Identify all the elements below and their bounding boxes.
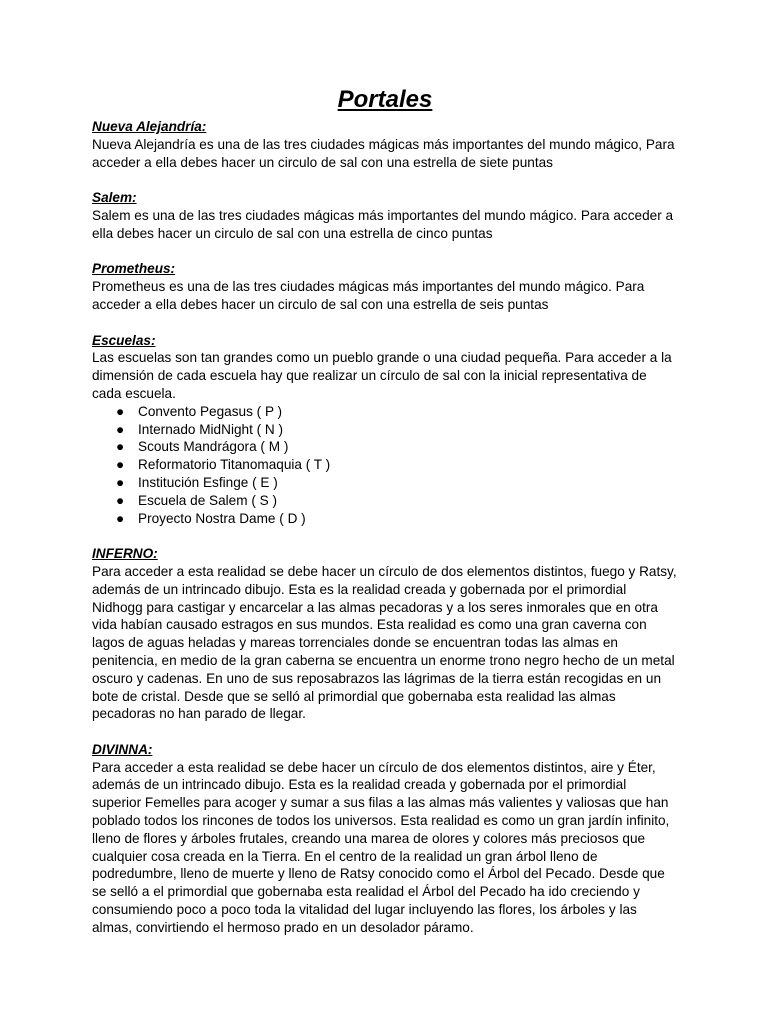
section-heading: Escuelas: <box>92 332 156 348</box>
section-heading: Salem: <box>92 190 137 206</box>
bullet-icon: ● <box>116 474 125 490</box>
section-body: Para acceder a esta realidad se debe hacer un círculo de dos elementos distintos, fuego y Ratsy, además de un intrincado dibujo. Esta es la realidad creada y gobernada por el primordial Nidhogg para castigar y encarcelar a las almas pecadoras y a los seres inmorales que en otra vida habían causado estragos en sus mundos. Esta realidad es como una gran caverna con lagos de aguas heladas y mareas torrenciales donde se encuentran todas las almas en penitencia, en medio de la gran caberna se encuentra un enorme trono negro hecho de un metal oscuro y cadenas. En uno de sus reposabrazos las lágrimas de la tierra están recogidas en un bote de cristal. Desde que se selló al primordial que gobernaba esta realidad las almas pecadoras no han parado de llegar. <box>92 563 677 722</box>
bullet-icon: ● <box>116 439 125 455</box>
section-body: Las escuelas son tan grandes como un pueblo grande o una ciudad pequeña. Para acceder a la dimensión de cada escuela hay que realizar un círculo de sal con la inicial representativa de cada escuela. <box>92 350 672 401</box>
list-item-text: Convento Pegasus ( P ) <box>138 403 283 419</box>
list-item <box>92 403 678 421</box>
list-item <box>92 421 678 439</box>
list-item-text: Institución Esfinge ( E ) <box>138 474 278 490</box>
list-item <box>92 474 678 492</box>
section-heading: Prometheus: <box>92 261 176 277</box>
list-item-text: Escuela de Salem ( S ) <box>138 492 278 508</box>
list-item-text: Reformatorio Titanomaquia ( T ) <box>138 457 331 473</box>
bullet-icon: ● <box>116 403 125 419</box>
list-item <box>92 510 678 528</box>
section-body: Nueva Alejandría es una de las tres ciudades mágicas más importantes del mundo mágico, Para acceder a ella debes hacer un circulo de sal con una estrella de siete puntas <box>92 136 675 170</box>
section-body: Para acceder a esta realidad se debe hacer un círculo de dos elementos distintos, aire y Éter, además de un intrincado dibujo. Esta es la realidad creada y gobernada por el primordial superior Femelles para acoger y sumar a sus filas a las almas más valientes y valiosas que han poblado todos los rincones de todos los universos. Esta realidad es como un gran jardín infinito, lleno de flores y árboles frutales, creando una marea de olores y colores más preciosos que cualquier cosa creada en la Tierra. En el centro de la realidad un gran árbol lleno de podredumbre, lleno de muerte y lleno de Ratsy conocido como el Árbol del Pecado. Desde que se selló a el primordial que gobernaba esta realidad el Árbol del Pecado ha ido creciendo y consumiendo poco a poco toda la vitalidad del lugar incluyendo las flores, los árboles y las almas, convirtiendo el hermoso prado en un desolador páramo. <box>92 759 670 935</box>
bullet-icon: ● <box>116 457 125 473</box>
bullet-icon: ● <box>116 492 125 508</box>
section-heading: INFERNO: <box>92 546 158 562</box>
section-prometheus <box>92 260 678 313</box>
bullet-icon: ● <box>116 421 125 437</box>
section-heading: Nueva Alejandría: <box>92 119 207 134</box>
list-item-text: Internado MidNight ( N ) <box>138 421 284 437</box>
section-body: Prometheus es una de las tres ciudades mágicas más importantes del mundo mágico. Para acceder a ella debes hacer un circulo de sal con una estrella de seis puntas <box>92 279 645 312</box>
list-item <box>92 492 678 510</box>
bullet-icon: ● <box>116 510 125 526</box>
section-heading: DIVINNA: <box>92 741 153 757</box>
school-list <box>92 403 678 528</box>
section-salem <box>92 189 678 242</box>
list-item-text: Scouts Mandrágora ( M ) <box>138 439 289 455</box>
section-nueva-alejandria <box>92 118 678 171</box>
document-page <box>92 84 678 954</box>
list-item-text: Proyecto Nostra Dame ( D ) <box>138 510 306 526</box>
section-inferno <box>92 545 678 723</box>
list-item <box>92 456 678 474</box>
page-title: Portales <box>337 86 433 113</box>
list-item <box>92 438 678 456</box>
section-divinna <box>92 741 678 937</box>
section-escuelas <box>92 332 678 528</box>
section-body: Salem es una de las tres ciudades mágicas más importantes del mundo mágico. Para acceder a ella debes hacer un circulo de sal con una estrella de cinco puntas <box>92 207 674 241</box>
